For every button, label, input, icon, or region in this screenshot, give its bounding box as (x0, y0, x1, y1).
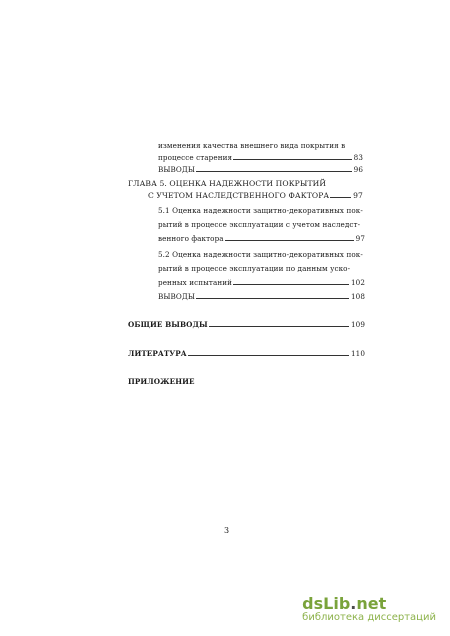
toc-entry-5-1 (158, 234, 365, 244)
toc-entry-general-conclusions (128, 320, 365, 330)
toc-text: ОБЩИЕ ВЫВОДЫ (128, 320, 208, 329)
toc-leader (209, 320, 349, 327)
watermark (302, 596, 436, 624)
toc-page-number: 110 (350, 349, 365, 358)
toc-line-9 (158, 250, 363, 260)
toc-leader (233, 278, 349, 285)
toc-leader (196, 165, 352, 172)
toc-entry-conclusions-5 (158, 292, 365, 302)
watermark-subtitle: библиотека диссертаций (302, 612, 436, 623)
toc-text: ГЛАВА 5. ОЦЕНКА НАДЕЖНОСТИ ПОКРЫТИЙ (128, 179, 327, 188)
toc-entry-aging (158, 153, 363, 163)
toc-text: рытий в процессе эксплуатации с учетом наследст- (158, 220, 361, 229)
toc-line-7 (158, 220, 360, 230)
toc-text: ПРИЛОЖЕНИЕ (128, 377, 195, 386)
watermark-logo (302, 596, 436, 612)
toc-text: ЛИТЕРАТУРА (128, 349, 187, 358)
watermark-logo-tld: net (356, 594, 387, 613)
toc-line-6 (158, 206, 363, 216)
toc-page-number: 83 (353, 153, 363, 162)
toc-page-number: 109 (350, 320, 365, 329)
toc-page-number: 97 (355, 234, 365, 243)
toc-page-number: 108 (350, 292, 365, 301)
toc-entry-5-2 (158, 278, 365, 288)
toc-page-number: 102 (350, 278, 365, 287)
toc-line-1 (158, 141, 345, 151)
toc-text: ВЫВОДЫ (158, 165, 196, 174)
toc-leader (330, 191, 351, 198)
toc-text: рытий в процессе эксплуатации по данным уско- (158, 264, 351, 273)
toc-text: процессе старения (158, 153, 233, 162)
chapter-5-title (128, 179, 326, 189)
toc-page-number: 96 (353, 165, 363, 174)
toc-page-number: 97 (353, 191, 363, 200)
toc-entry-appendix (128, 377, 195, 387)
toc-text: 5.2 Оценка надежности защитно-декоративных пок- (158, 250, 363, 259)
toc-leader (188, 349, 349, 356)
toc-text: изменения качества внешнего вида покрытия в (158, 141, 346, 150)
toc-entry-literature (128, 349, 365, 359)
toc-leader (225, 234, 354, 241)
toc-entry-conclusions-4 (158, 165, 363, 175)
page-number: 3 (224, 526, 230, 535)
toc-leader (196, 292, 349, 299)
toc-text: 5.1 Оценка надежности защитно-декоративных пок- (158, 206, 363, 215)
toc-line-10 (158, 264, 350, 274)
toc-text: С УЧЕТОМ НАСЛЕДСТВЕННОГО ФАКТОРА (148, 191, 330, 200)
watermark-logo-dot: . (350, 594, 357, 613)
toc-entry-chapter-5 (148, 191, 363, 201)
toc-text: венного фактора (158, 234, 224, 243)
toc-leader (233, 153, 352, 160)
toc-text: ВЫВОДЫ (158, 292, 196, 301)
watermark-logo-main: dsLib (302, 594, 351, 613)
toc-text: ренных испытаний (158, 278, 233, 287)
